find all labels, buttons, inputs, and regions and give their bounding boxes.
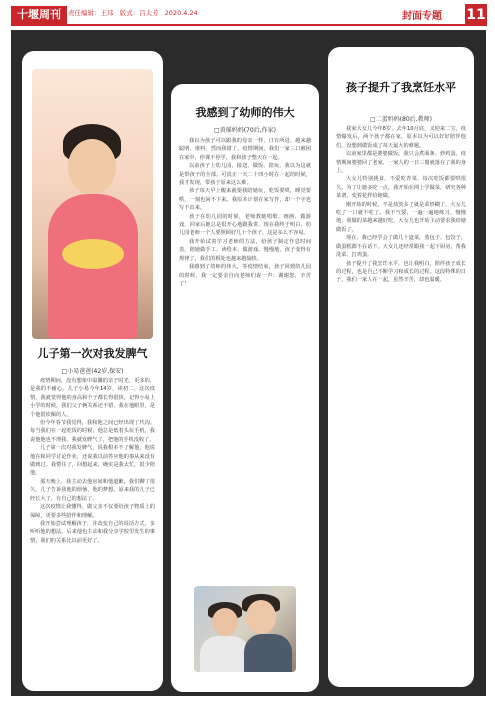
article-body bbox=[179, 137, 311, 577]
editor-info bbox=[68, 8, 202, 17]
father-son-photo bbox=[32, 69, 153, 339]
newspaper-masthead: 十堰周刊 bbox=[11, 6, 67, 24]
page-number: 11 bbox=[465, 4, 487, 26]
article-byline: □二蛋妈妈(80后,教师) bbox=[370, 116, 432, 123]
paragraph: 我以为孩子可以跟我的母亲一样，日有所进、越来越聪明，谁料，然而我错了。疫情期间，我们一家三口被困在家中，停课不停学，我和孩子整天在一起。 bbox=[179, 138, 311, 161]
article-body bbox=[30, 377, 155, 687]
masthead-rule bbox=[11, 24, 466, 26]
article-title: 孩子提升了我烹饪水平 bbox=[346, 81, 456, 94]
paragraph: 大女儿特别挑食，不爱吃青菜，每次吃饭都要哄很久。为了让她多吃一点，我开始在网上学做菜，研究各种菜谱，变着花样给她做。 bbox=[336, 176, 466, 200]
paragraph: 那天晚上，我主动去他房间和他道歉，我们聊了很久。儿子告诉我他的烦恼、他的梦想。原来我的儿子已经长大了，有自己的想法了。 bbox=[30, 478, 155, 502]
paragraph: 我家大女儿今年8岁，去年10月底，又迎来二宝，疫情爆发后，两个孩子都在家，原本以为可以好好陪伴他们，没想到做饭成了每天最大的难题。 bbox=[336, 126, 466, 149]
paragraph: 我开始试着学习老师的方法，给孩子制定作息时间表，陪她做手工、读绘本、做游戏。慢慢地，孩子变得有规律了，我们的相处也越来越愉快。 bbox=[179, 238, 311, 262]
paragraph: 孩子每天早上醒来就要我陪她玩，吃饭要哄，睡觉要哄，一刻也闲不下来。我原本计划在家写作，却一个字也写不出来。 bbox=[179, 188, 311, 212]
article-left bbox=[22, 51, 163, 691]
article-title: 儿子第一次对我发脾气 bbox=[37, 347, 148, 360]
paragraph: 刚开始的时候，不是盐放多了就是菜炒糊了，大女儿吃了一口就不吃了。我不气馁，一遍一遍地练习。慢慢地，我做的菜越来越好吃，大女儿也开始主动要求我给她做饭了。 bbox=[336, 201, 466, 233]
paragraph: 这次疫情让我懂得，做父亲不仅要给孩子物质上的保障，更要多些陪伴和理解。 bbox=[30, 504, 155, 519]
article-title: 我感到了幼师的伟大 bbox=[195, 106, 295, 119]
paragraph: 我感到了幼师的伟大。等疫情结束，孩子回到幼儿园的时候，我一定要亲自向老师们说一声：谢谢您，辛苦了！ bbox=[179, 264, 311, 287]
paragraph: 以前家里都是婆婆做饭，我只会煮面条、炒鸡蛋。疫情期间婆婆回了老家，一家人的一日三餐就落在了我的身上。 bbox=[336, 151, 466, 175]
editor-credit: 责任编辑：王玮 bbox=[68, 9, 114, 17]
paragraph: 我开始尝试理解孩子，并改变自己的说话方式，多听听他的想法。后来他也主动和我分享学校里发生的事情，我们的关系比以前更好了。 bbox=[30, 520, 155, 544]
article-body bbox=[336, 125, 466, 681]
designer-credit: 版式：吕太芳 bbox=[119, 9, 159, 17]
issue-date: 2020.4.24 bbox=[164, 9, 198, 17]
section-title: 封面专题 bbox=[402, 11, 442, 22]
paragraph: 儿子第一次对我发脾气，说我根本不了解他，他说他在和同学讨论作业，还说我以前答应他的事从来没有做到过。我愣住了，回想起来，确实是我太忙，很少陪他。 bbox=[30, 445, 155, 477]
mother-child-photo bbox=[194, 586, 296, 672]
paragraph: 孩子提升了我烹饪水平，也让我明白，陪伴孩子成长的过程，也是自己不断学习和成长的过程。这段特殊的日子，我们一家人在一起，虽然辛苦，却也温暖。 bbox=[336, 260, 466, 284]
paragraph: 孩子在幼儿园的时候，老师教她唱歌、画画、做游戏，回家后她总是很开心地跟我讲。现在我终于明白，幼儿园老师一个人要照顾好几十个孩子，这是多么不容易。 bbox=[179, 213, 311, 237]
article-byline: □黄瑶妈妈(70后,作家) bbox=[214, 127, 276, 134]
article-right bbox=[328, 47, 474, 687]
paragraph: 以前孩子上幼儿园，接送、做饭、陪玩，我以为这就是带孩子的全部。可真正一天二十四小时在一起的时候，我才发现，带孩子原来这么难。 bbox=[179, 163, 311, 187]
paragraph: 但今年春节我觉得，我和他之间已经出现了代沟。每当我们在一起吃饭的时候，他总是低着头玩手机，我说他他也不理我。我就发脾气了，把他的手机没收了。 bbox=[30, 420, 155, 443]
page-header bbox=[0, 0, 495, 30]
article-middle bbox=[171, 84, 319, 692]
paragraph: 疫情期间，没有想象中温馨的亲子时光，更多的，是我的不耐心。儿子小易今年14岁，读初二，这次疫情，我就觉得他的身高和个子都长得很快，记得小易上小学的时候，我们父子俩关系还不错，我在他眼里，是个他很钦佩的人。 bbox=[30, 378, 155, 418]
paragraph: 现在，我已经学会了做几十道菜，蒸包子、包饺子、做蛋糕都不在话下。大女儿还经常跟我一起下厨房，帮我洗菜、打鸡蛋。 bbox=[336, 235, 466, 259]
article-byline: □小易爸爸(42岁,保安) bbox=[61, 368, 124, 375]
